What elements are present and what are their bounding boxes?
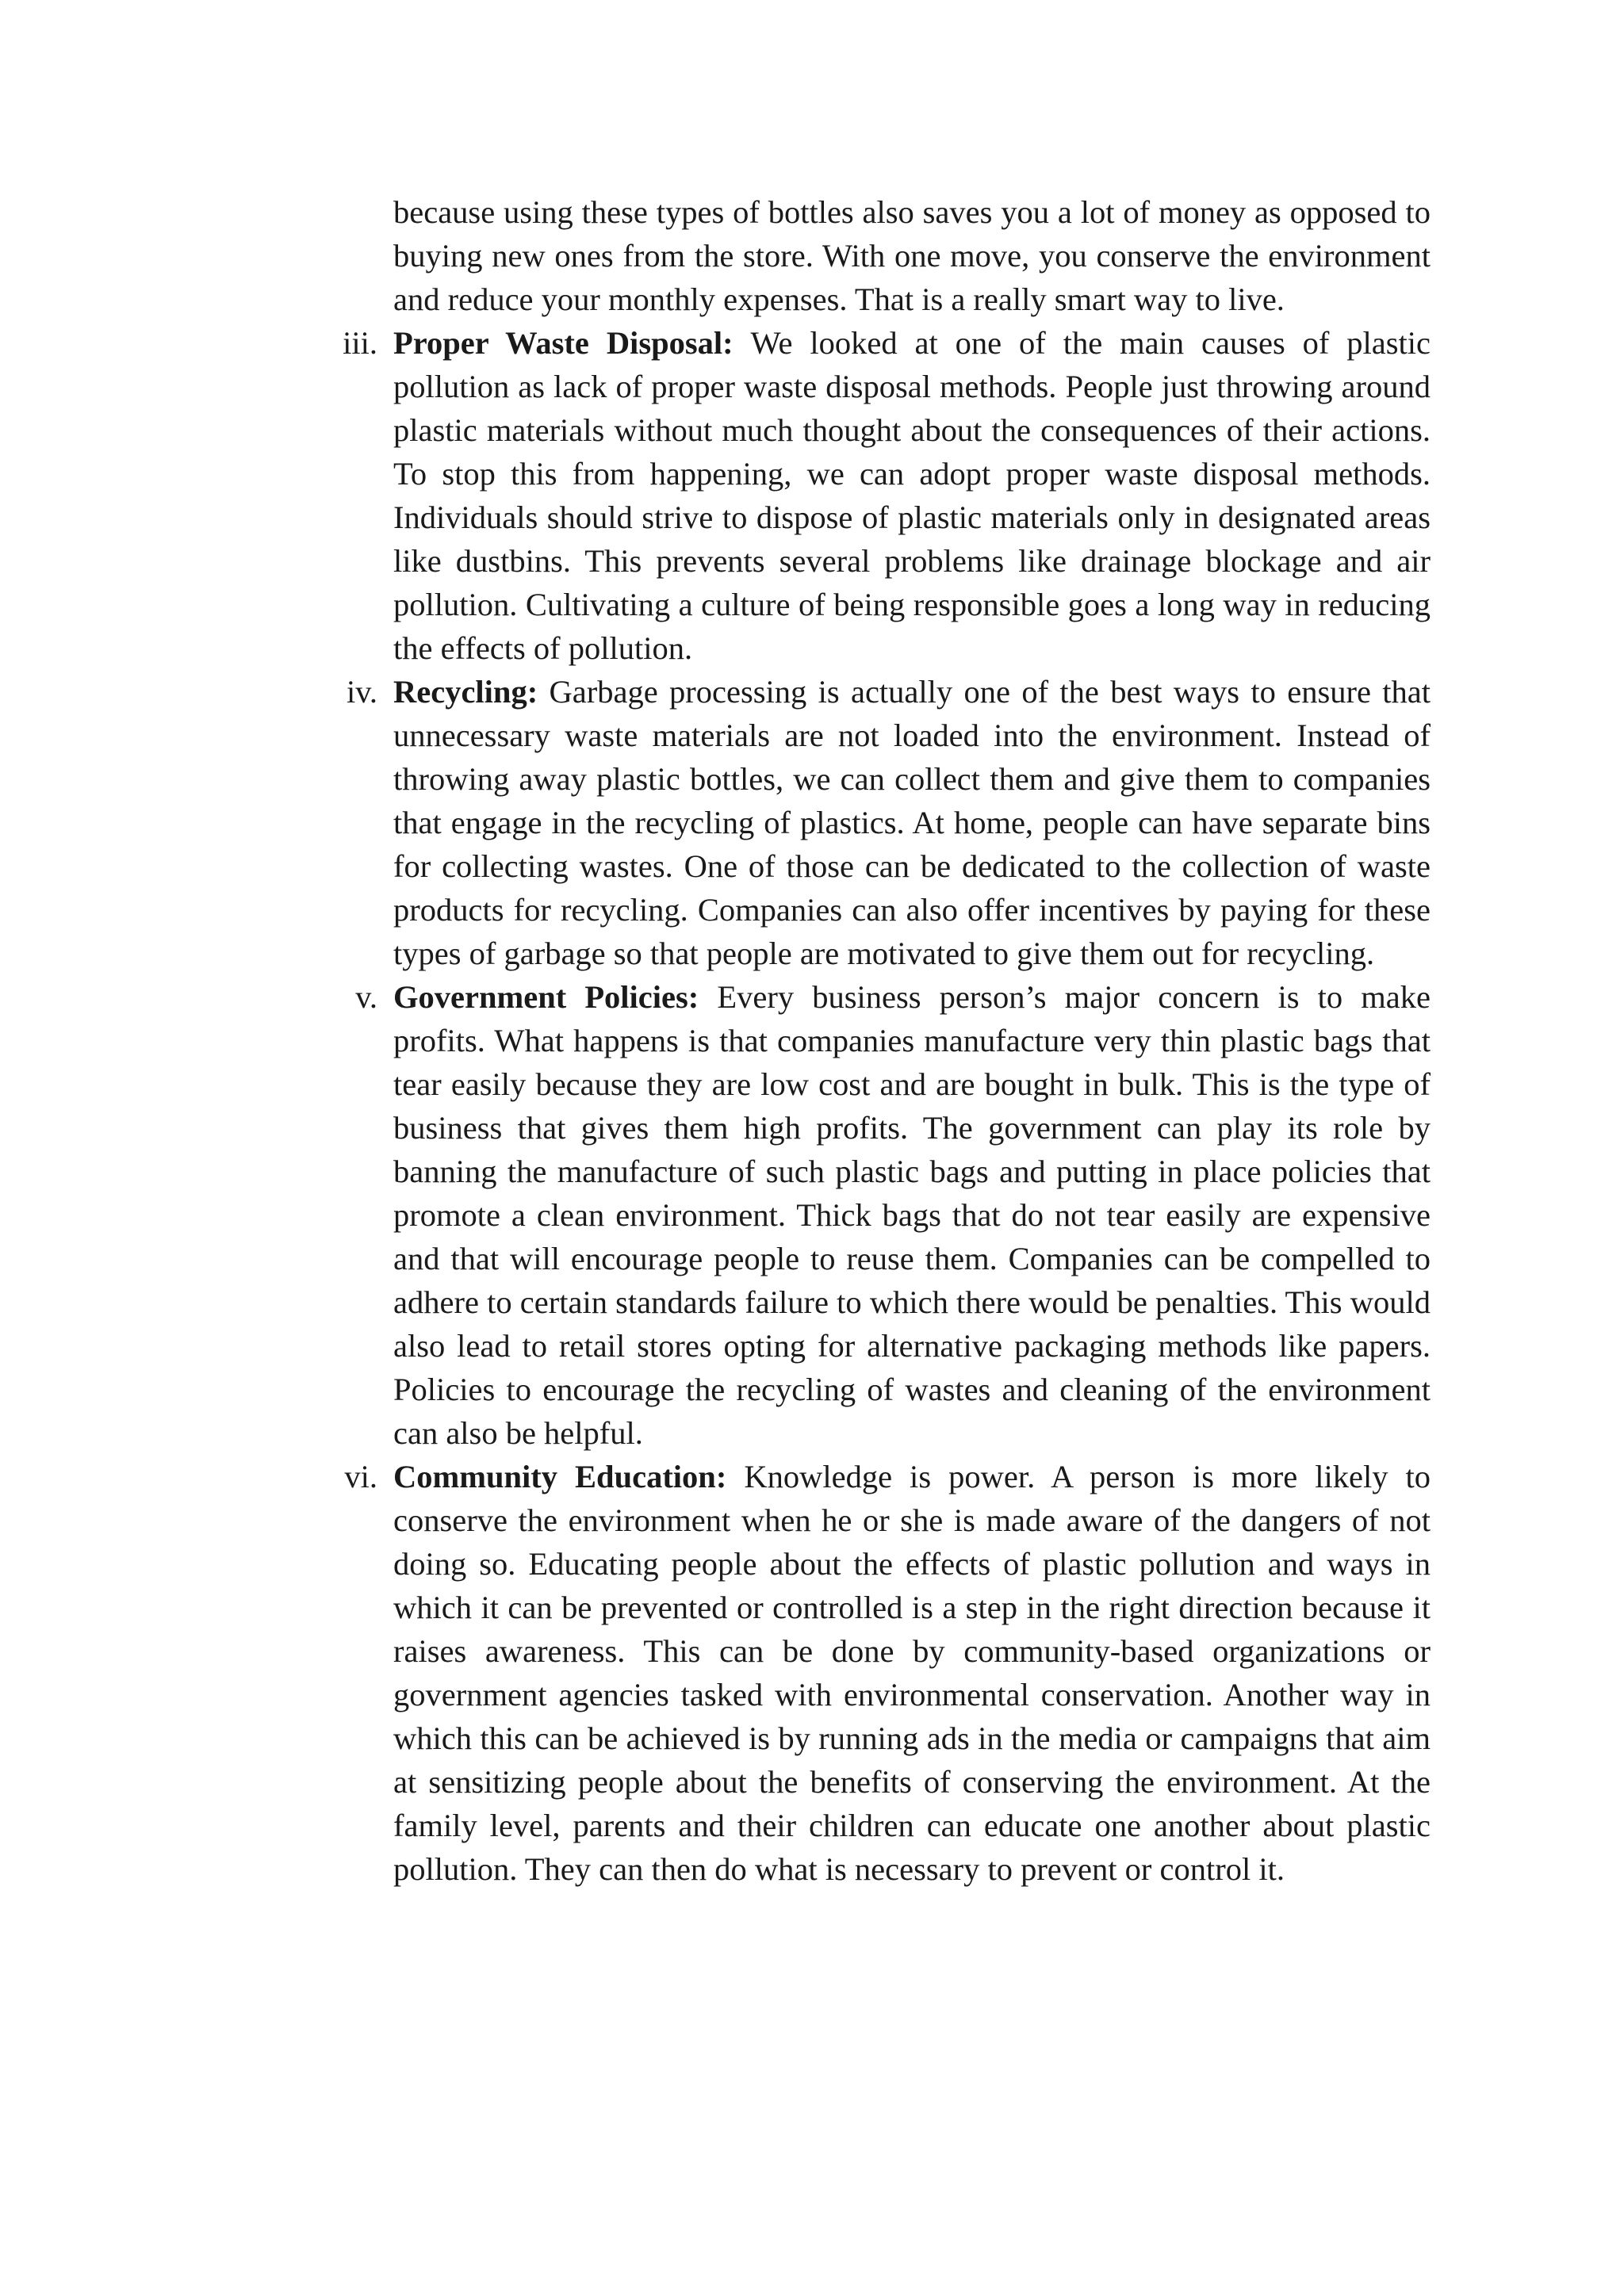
list-item-body: Every business person’s major concern is to make profits. What happens is that companies manufacture very thin plastic bags that tear easily because they are low cost and are bought in bulk. This is the type of business that gives them high profits. The government can play its role by banning the manufacture of such plastic bags and putting in place policies that promote a clean environment. Thick bags that do not tear easily are expensive and that will encourage people to reuse them. Companies can be compelled to adhere to certain standards failure to which there would be penalties. This would also lead to retail stores opting for alternative packaging methods like papers. Policies to encourage the recycling of wastes and cleaning of the environment can also be helpful. [393,979,1431,1451]
list-item-recycling [347,670,1431,975]
list-item-title: Recycling: [393,674,550,710]
list-numeral: vi. [344,1459,377,1494]
list-item-government-policies [355,975,1431,1455]
list-numeral: iv. [347,674,377,710]
page-content [343,190,1431,1891]
list-item-title: Government Policies: [393,979,718,1015]
list-item-body: We looked at one of the main causes of plastic pollution as lack of proper waste disposal methods. People just throwing around plastic materials without much thought about the consequences of their actions. To stop this from happening, we can adopt proper waste disposal methods. Individuals should strive to dispose of plastic materials only in designated areas like dustbins. This prevents several problems like drainage blockage and air pollution. Cultivating a culture of being responsible goes a long way in reducing the effects of pollution. [393,325,1431,666]
list-item-body: Garbage processing is actually one of the best ways to ensure that unnecessary waste materials are not loaded into the environment. Instead of throwing away plastic bottles, we can collect them and give them to companies that engage in the recycling of plastics. At home, people can have separate bins for collecting wastes. One of those can be dedicated to the collection of waste products for recycling. Companies can also offer incentives by paying for these types of garbage so that people are motivated to give them out for recycling. [393,674,1431,971]
list-item-community-education [344,1455,1431,1891]
list-item-title: Community Education: [393,1459,745,1494]
list-numeral: v. [355,979,377,1015]
list-item-body: Knowledge is power. A person is more likely to conserve the environment when he or she is made aware of the dangers of not doing so. Educating people about the effects of plastic pollution and ways in which it can be prevented or controlled is a step in the right direction because it raises awareness. This can be done by community-based organizations or government agencies tasked with environmental conservation. Another way in which this can be achieved is by running ads in the media or campaigns that aim at sensitizing people about the benefits of conserving the environment. At the family level, parents and their children can educate one another about plastic pollution. They can then do what is necessary to prevent or control it. [393,1459,1431,1887]
solutions-list [343,321,1431,1891]
continuation-paragraph: because using these types of bottles also saves you a lot of money as opposed to buying new ones from the store. With one move, you conserve the environment and reduce your monthly expenses. That is a really smart way to live. [393,194,1431,317]
list-item-title: Proper Waste Disposal: [393,325,751,361]
list-item-proper-waste-disposal [343,321,1431,670]
list-numeral: iii. [343,325,377,361]
